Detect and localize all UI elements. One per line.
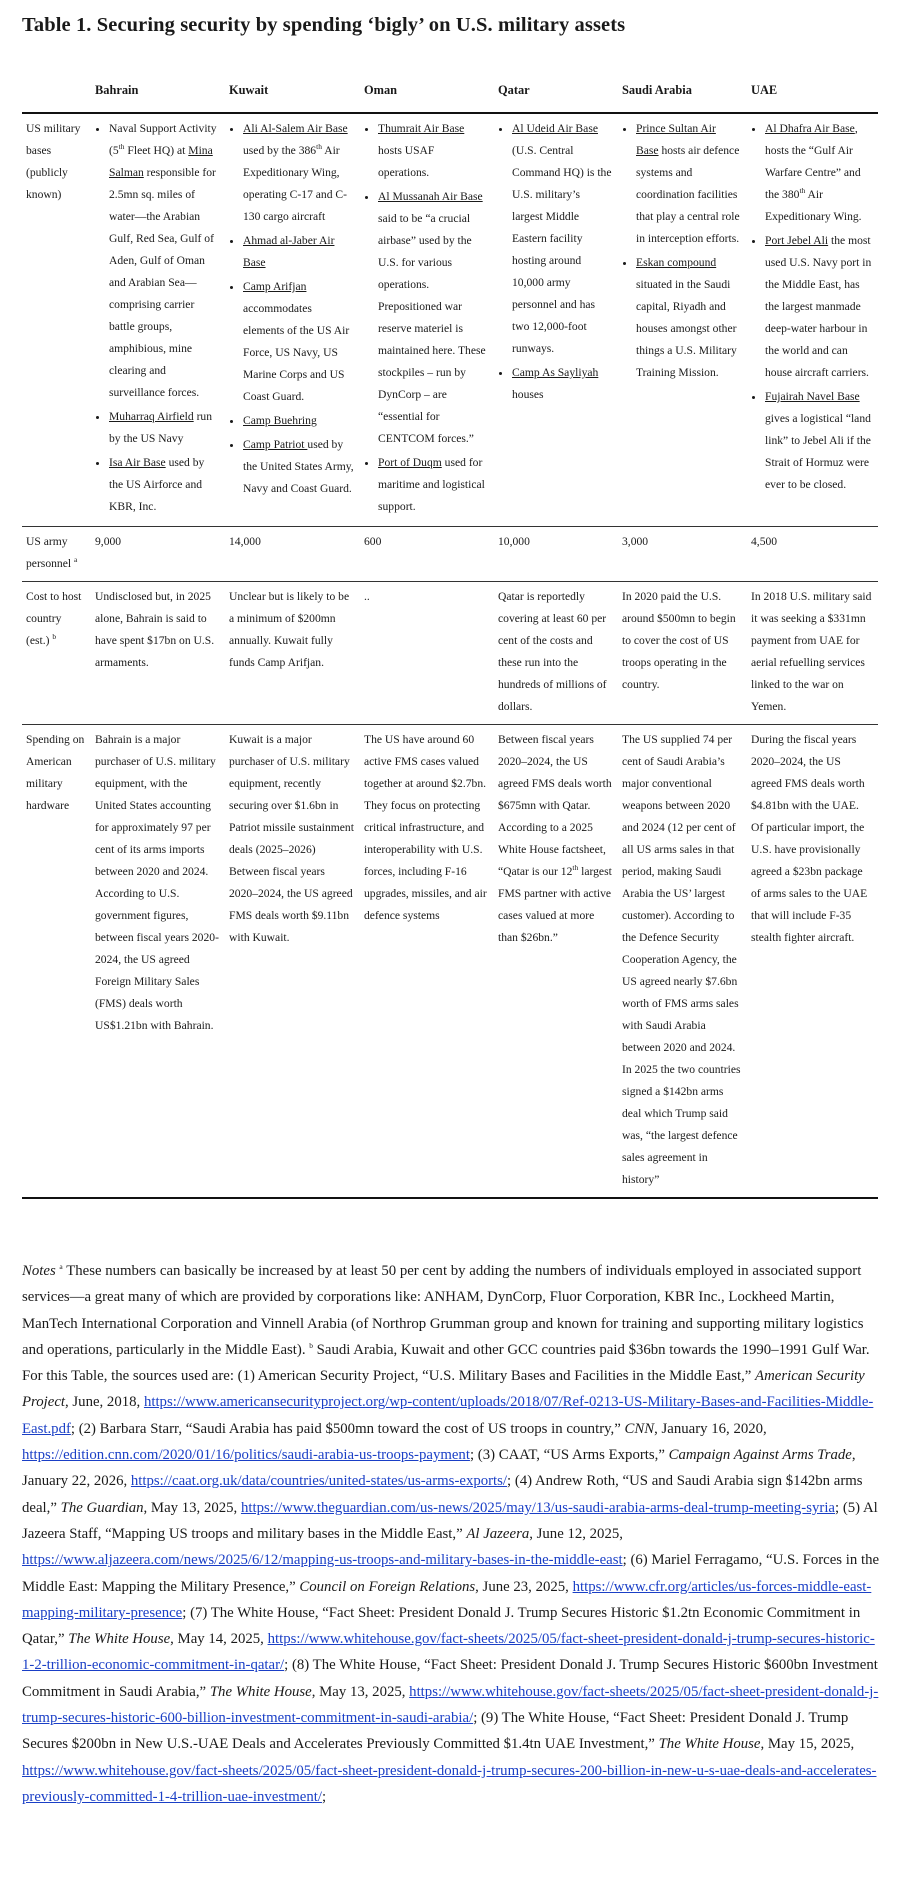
cost-qatar: Qatar is reportedly covering at least 60 per cent of the costs and these run into the hundreds of millions of dollars. (498, 590, 607, 713)
source-link[interactable]: https://caat.org.uk/data/countries/united-states/us-arms-exports/ (130, 1473, 508, 1490)
bases-oman (360, 113, 494, 527)
header-row (22, 66, 878, 113)
bases-saudi-arabia (618, 113, 747, 527)
source-entry: (9) The White House, “Fact Sheet: President Donald J. Trump Secures $200bn in New U.S.-UAE Deals and Accelerates Previously Committed $1.4tn UAE Investment,” The White House, May 15, 2025, https://www.whitehouse.gov/fact-sheets/2025/05/fact-sheet-president-donald-j-trump-secures-200-billion-in-new-u-s-uae-deals-and-accelerates-previously-committed-1-4-trillion-uae-investment/; (22, 1710, 877, 1805)
spending-row (22, 725, 878, 1199)
note-a-mark: a (59, 1262, 63, 1272)
cost-kuwait: Unclear but is likely to be a minimum of $200mn annually. Kuwait fully funds Camp Arifjan. (229, 590, 350, 669)
sources-list (22, 1368, 879, 1805)
source-link[interactable]: https://www.theguardian.com/us-news/2025/may/13/us-saudi-arabia-arms-deal-trump-meeting-syria (240, 1499, 835, 1516)
base-list-item: • Isa Air Base used by the US Airforce and KBR, Inc. (109, 452, 219, 518)
personnel-kuwait: 14,000 (229, 535, 261, 548)
base-list-item: • Fujairah Navel Base gives a logistical “land link” to Jebel Ali if the Strait of Hormuz were ever to be closed. (765, 386, 872, 496)
personnel-row (22, 527, 878, 582)
row-label-bases: US military bases (publicly known) (26, 122, 81, 201)
notes-lead: Notes (22, 1263, 56, 1279)
source-link[interactable]: https://edition.cnn.com/2020/01/16/politics/saudi-arabia-us-troops-payment (22, 1447, 470, 1464)
spending-kuwait: Kuwait is a major purchaser of U.S. military equipment, recently securing over $1.6bn in Patriot missile sustainment deals (2025–2026) Between fiscal years 2020–2024, the US agreed FMS deals worth $9.11bn with Kuwait. (229, 733, 354, 944)
header-saudi-arabia: Saudi Arabia (622, 83, 692, 97)
base-list-item: • Camp As Sayliyah houses (512, 362, 612, 406)
personnel-saudi-arabia: 3,000 (622, 535, 649, 548)
cost-uae: In 2018 U.S. military said it was seeking a $331mn payment from UAE for aerial refuelling services linked to the war on Yemen. (751, 590, 872, 713)
source-link[interactable]: https://www.cfr.org/articles/us-forces-middle-east-mapping-military-presence (22, 1578, 872, 1621)
source-entry: (8) The White House, “Fact Sheet: President Donald J. Trump Secures Historic $600bn Investment Commitment in Saudi Arabia,” The White House, May 13, 2025, https://www.whitehouse.gov/fact-sheets/2025/05/fact-sheet-president-donald-j-trump-secures-historic-600-billion-investment-commitment-in-saudi-arabia/; (22, 1657, 879, 1727)
spending-qatar: Between fiscal years 2020–2024, the US agreed FMS deals worth $675mn with Qatar. According to a 2025 White House factsheet, “Qatar is our 12th largest FMS partner with active cases valued at more than $26bn.” (498, 733, 612, 944)
base-list-item: • Naval Support Activity (5th Fleet HQ) at Mina Salman responsible for 2.5mn sq. miles of water—the Arabian Gulf, Red Sea, Gulf of Aden, Gulf of Oman and Arabian Sea—comprising carrier battle groups, amphibious, mine clearing and surveillance forces. (109, 118, 219, 404)
bases-kuwait (225, 113, 360, 527)
header-uae: UAE (751, 83, 778, 97)
bases-uae (747, 113, 878, 527)
personnel-uae: 4,500 (751, 535, 778, 548)
base-list-item: • Ahmad al-Jaber Air Base (243, 230, 354, 274)
header-oman: Oman (364, 83, 398, 97)
base-list-item: • Muharraq Airfield run by the US Navy (109, 406, 219, 450)
base-list-item: • Al Dhafra Air Base, hosts the “Gulf Air Warfare Centre” and the 380th Air Expeditionary Wing. (765, 118, 872, 228)
base-list-item: • Camp Buehring (243, 410, 354, 432)
base-list-item: • Eskan compound situated in the Saudi capital, Riyadh and houses amongst other things a U.S. Military Training Mission. (636, 252, 741, 384)
source-entry: (5) Al Jazeera Staff, “Mapping US troops and military bases in the Middle East,” Al Jazeera, June 12, 2025, https://www.aljazeera.com/news/2025/6/12/mapping-us-troops-and-military-bases-in-the-middle-east; (22, 1499, 878, 1569)
source-entry: (3) CAAT, “US Arms Exports,” Campaign Against Arms Trade, January 22, 2026, https://caat.org.uk/data/countries/united-states/us-arms-exports/; (22, 1447, 856, 1490)
table-title: Table 1. Securing security by spending ‘bigly’ on U.S. military assets (22, 14, 626, 36)
source-link[interactable]: https://www.whitehouse.gov/fact-sheets/2025/05/fact-sheet-president-donald-j-trump-secures-historic-600-billion-investment-commitment-in-saudi-arabia/ (22, 1683, 879, 1727)
table-notes (22, 1258, 882, 1810)
cost-row (22, 582, 878, 725)
footnote-b-mark: b (52, 632, 57, 642)
base-list-item: • Ali Al-Salem Air Base used by the 386th Air Expeditionary Wing, operating C-17 and C-130 cargo aircraft (243, 118, 354, 228)
cost-saudi-arabia: In 2020 paid the U.S. around $500mn to begin to cover the cost of US troops operating in the country. (622, 590, 736, 691)
note-b-text: Saudi Arabia, Kuwait and other GCC countries paid $36bn towards the 1990–1991 Gulf War. For this Table, the sources used are: (22, 1341, 870, 1385)
base-list-item: • Camp Patriot used by the United States Army, Navy and Coast Guard. (243, 434, 354, 500)
source-entry: (1) American Security Project, “U.S. Military Bases and Facilities in the Middle East,” American Security Project, June, 2018, https://www.americansecurityproject.org/wp-content/uploads/2018/07/Ref-0213-US-Military-Bases-and-Facilities-Middle-East.pdf; (22, 1368, 874, 1437)
base-list-item: • Prince Sultan Air Base hosts air defence systems and coordination facilities that play a central role in interception efforts. (636, 118, 741, 250)
header-empty (22, 66, 91, 113)
row-label-personnel: US army personnel $^a$ (26, 535, 78, 570)
source-link[interactable]: https://www.whitehouse.gov/fact-sheets/2025/05/fact-sheet-president-donald-j-trump-secures-historic-1-2-trillion-economic-commitment-in-qatar/ (22, 1631, 875, 1674)
note-b-mark: b (309, 1340, 313, 1350)
source-link[interactable]: https://www.whitehouse.gov/fact-sheets/2025/05/fact-sheet-president-donald-j-trump-secures-200-billion-in-new-u-s-uae-deals-and-accelerates-previously-committed-1-4-trillion-uae-investment/ (22, 1762, 877, 1805)
base-list-item: • Al Mussanah Air Base said to be “a crucial airbase” used by the U.S. for various operations. Prepositioned war reserve materiel is maintained here. These stockpiles – run by DynCorp – are “essential for CENTCOM forces.” (378, 186, 488, 450)
source-link[interactable]: https://www.aljazeera.com/news/2025/6/12/mapping-us-troops-and-military-bases-in-the-middle-east (22, 1552, 623, 1569)
header-kuwait: Kuwait (229, 83, 269, 97)
source-entry: (7) The White House, “Fact Sheet: President Donald J. Trump Secures Historic $1.2tn Economic Commitment in Qatar,” The White House, May 14, 2025, https://www.whitehouse.gov/fact-sheets/2025/05/fact-sheet-president-donald-j-trump-secures-historic-1-2-trillion-economic-commitment-in-qatar/; (22, 1604, 875, 1674)
header-qatar: Qatar (498, 83, 530, 97)
personnel-bahrain: 9,000 (95, 535, 122, 548)
base-list-item: • Camp Arifjan accommodates elements of the US Air Force, US Navy, US Marine Corps and US Coast Guard. (243, 276, 354, 408)
personnel-oman: 600 (364, 535, 382, 548)
base-list-item: • Al Udeid Air Base (U.S. Central Command HQ) is the U.S. military’s largest Middle Eastern facility hosting around 10,000 army personnel and has two 12,000-foot runways. (512, 118, 612, 360)
row-label-cost: Cost to host country (est.) $^b$ (26, 590, 82, 647)
base-list-item: • Thumrait Air Base hosts USAF operations. (378, 118, 488, 184)
bases-row (22, 113, 878, 527)
cost-bahrain: Undisclosed but, in 2025 alone, Bahrain is said to have spent $17bn on U.S. armaments. (95, 590, 215, 669)
bases-bahrain (91, 113, 225, 527)
source-entry: (4) Andrew Roth, “US and Saudi Arabia sign $142bn arms deal,” The Guardian, May 13, 2025, https://www.theguardian.com/us-news/2025/may/13/us-saudi-arabia-arms-deal-trump-meeting-syria; (22, 1473, 863, 1516)
footnote-a-mark: a (73, 555, 78, 565)
source-entry: (2) Barbara Starr, “Saudi Arabia has paid $500mn toward the cost of US troops in country,” CNN, January 16, 2020, https://edition.cnn.com/2020/01/16/politics/saudi-arabia-us-troops-payment; (22, 1420, 767, 1464)
source-entry: (6) Mariel Ferragamo, “U.S. Forces in the Middle East: Mapping the Military Presence,” Council on Foreign Relations, June 23, 2025, https://www.cfr.org/articles/us-forces-middle-east-mapping-military-presence; (22, 1552, 880, 1621)
source-link[interactable]: https://www.americansecurityproject.org/wp-content/uploads/2018/07/Ref-0213-US-Military-Bases-and-Facilities-Middle-East.pdf (22, 1394, 874, 1437)
spending-oman: The US have around 60 active FMS cases valued together at around $2.7bn. They focus on protecting critical infrastructure, and interoperability with U.S. forces, including F-16 upgrades, missiles, and air defence systems (364, 733, 487, 922)
base-list-item: • Port Jebel Ali the most used U.S. Navy port in the Middle East, has the largest manmade deep-water harbour in the world and can house aircraft carriers. (765, 230, 872, 384)
spending-uae: During the fiscal years 2020–2024, the US agreed FMS deals worth $4.81bn with the UAE. Of particular import, the U.S. have provisionally agreed a $23bn package of arms sales to the UAE that will include F-35 stealth fighter aircraft. (751, 733, 868, 944)
cost-oman: .. (364, 590, 370, 603)
personnel-qatar: 10,000 (498, 535, 530, 548)
spending-saudi-arabia: The US supplied 74 per cent of Saudi Arabia’s major conventional weapons between 2020 and 2024 (12 per cent of all US arms sales in that period, making Saudi Arabia the US’ largest customer). According to the Defence Security Cooperation Agency, the US agreed nearly $7.6bn worth of FMS arms sales with Saudi Arabia between 2020 and 2024. In 2025 the two countries signed a $142bn arms deal which Trump said was, “the largest defence sales agreement in history” (622, 733, 741, 1186)
note-a-text: These numbers can basically be increased by at least 50 per cent by adding the numbers of individuals employed in associated support services—a great many of which are provided by corporations like: ANHAM, DynCorp, Fluor Corporation, KBR Inc., Lockheed Martin, ManTech International Corporation and Vinnell Arabia (of Northrop Grumman group and known for training and supporting military logistics and operations, particularly in the Middle East). (22, 1263, 864, 1358)
header-bahrain: Bahrain (95, 83, 139, 97)
row-label-spending: Spending on American military hardware (26, 733, 85, 812)
base-list-item: • Port of Duqm used for maritime and logistical support. (378, 452, 488, 518)
military-assets-table (22, 66, 878, 1199)
bases-qatar (494, 113, 618, 527)
spending-bahrain: Bahrain is a major purchaser of U.S. military equipment, with the United States accounting for approximately 97 per cent of its arms imports between 2020 and 2024. According to U.S. government figures, between fiscal years 2020-2024, the US agreed Foreign Military Sales (FMS) deals worth US$1.21bn with Bahrain. (95, 733, 219, 1032)
